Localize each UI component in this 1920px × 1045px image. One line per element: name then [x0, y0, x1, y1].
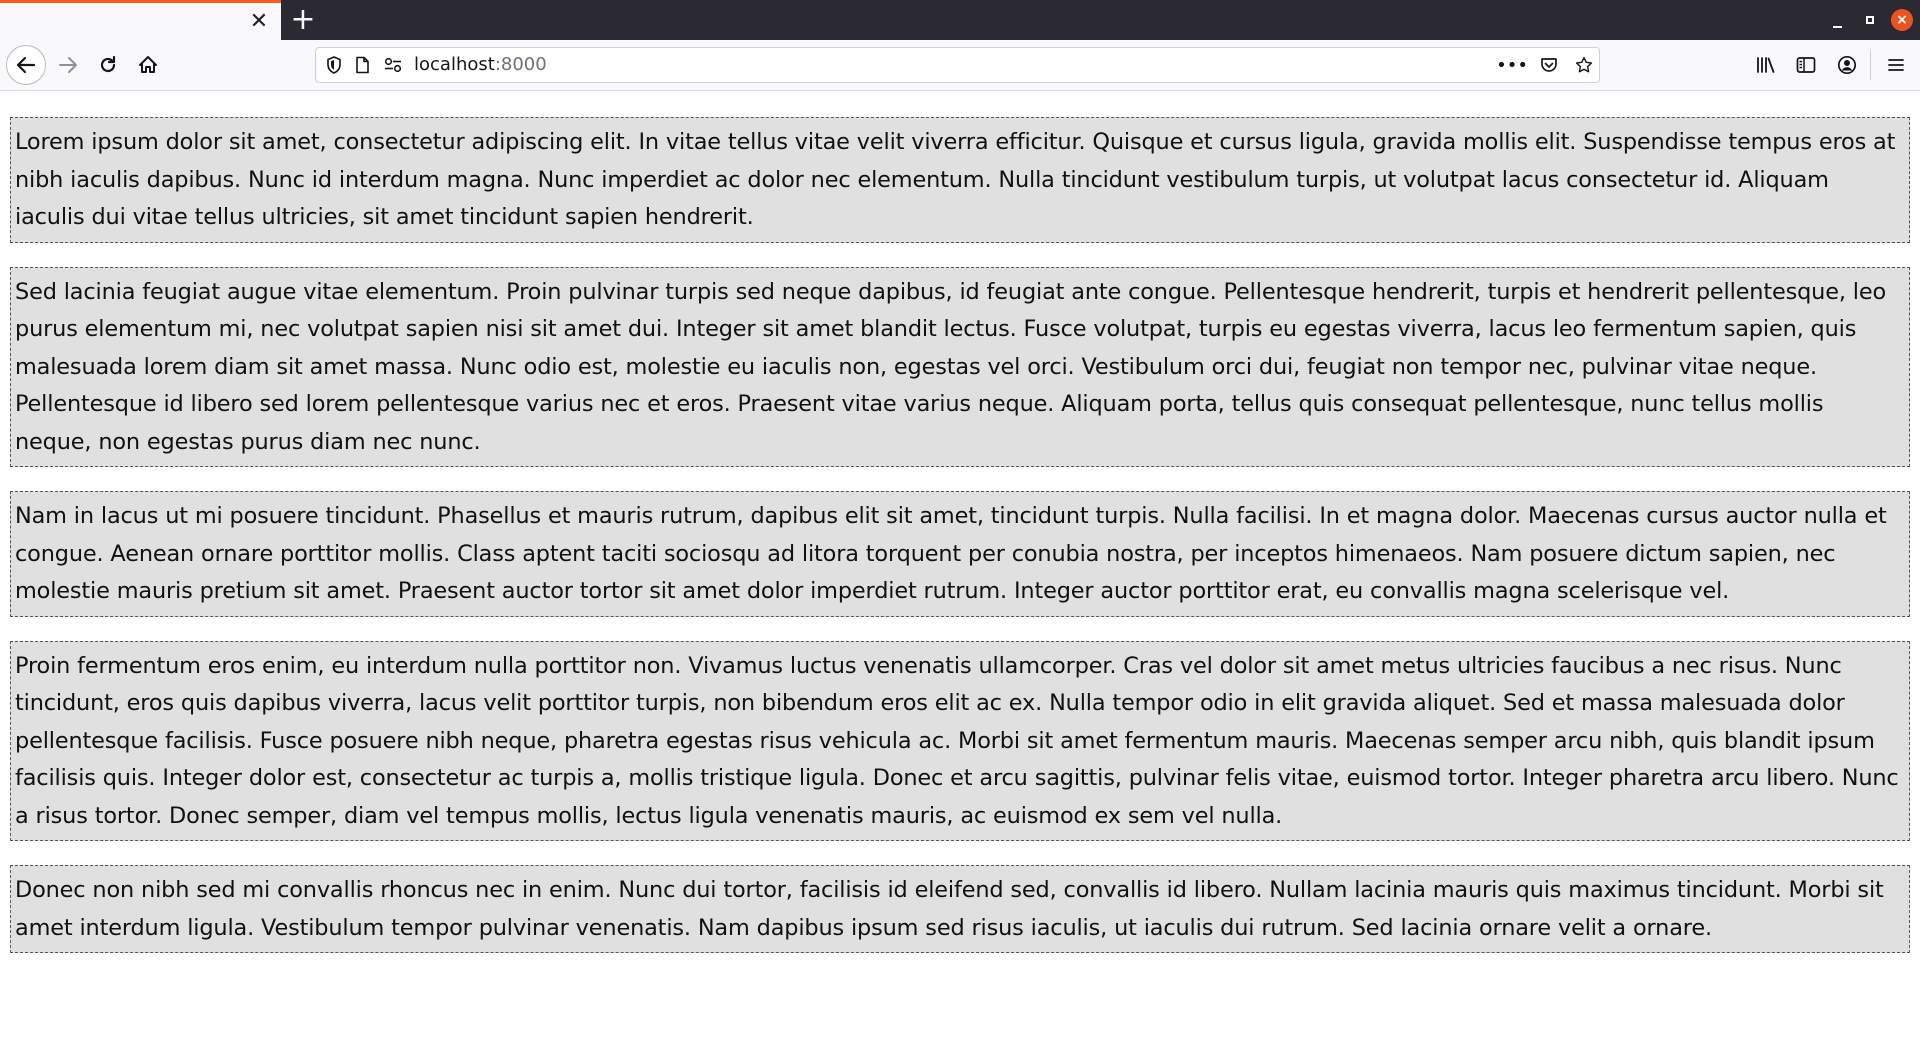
- permissions-icon[interactable]: [384, 56, 402, 74]
- library-icon: [1756, 56, 1776, 74]
- home-button[interactable]: [131, 48, 165, 82]
- close-tab-icon[interactable]: ✕: [249, 9, 269, 34]
- close-window-button[interactable]: ×: [1891, 9, 1913, 31]
- account-icon: [1837, 55, 1857, 75]
- shield-icon[interactable]: [325, 56, 343, 74]
- maximize-icon: [1866, 16, 1874, 24]
- navigation-toolbar: [0, 40, 1920, 91]
- more-dots-icon[interactable]: •••: [1496, 54, 1528, 76]
- page-icon[interactable]: [353, 56, 371, 74]
- arrow-left-icon: [15, 54, 37, 76]
- star-icon[interactable]: [1575, 56, 1593, 74]
- reload-icon: [97, 54, 119, 76]
- library-button[interactable]: [1750, 48, 1782, 82]
- tab-active[interactable]: [0, 0, 281, 40]
- paragraph-block: Sed lacinia feugiat augue vitae elementum. Proin pulvinar turpis sed neque dapibus, id feugiat ante congue. Pellentesque hendrerit, turpis et hendrerit pellentesque, leo purus elementum mi, nec volutpat sapien nisi sit amet dui. Integer sit amet blandit lectus. Fusce volutpat, turpis eu egestas viverra, lacus leo fermentum sapien, quis malesuada lorem diam sit amet massa. Nunc odio est, molestie eu iaculis non, egestas vel orci. Vestibulum orci dui, feugiat non tempor nec, pulvinar vitae neque. Pellentesque id libero sed lorem pellentesque varius nec et eros. Praesent vitae varius neque. Aliquam porta, tellus quis consequat pellentesque, nunc tellus mollis neque, non egestas purus diam nec nunc.: [10, 267, 1910, 468]
- paragraph-block: Nam in lacus ut mi posuere tincidunt. Phasellus et mauris rutrum, dapibus elit sit amet, tincidunt turpis. Nulla facilisi. In et magna dolor. Maecenas cursus auctor nulla et congue. Aenean ornare porttitor mollis. Class aptent taciti sociosqu ad litora torquent per conubia nostra, per inceptos himenaeos. Nam posuere dictum sapien, nec molestie mauris pretium sit amet. Praesent auctor tortor sit amet dolor imperdiet rutrum. Integer auctor porttitor erat, eu convallis magna scelerisque vel.: [10, 491, 1910, 617]
- minimize-icon: [1833, 26, 1842, 28]
- url-text[interactable]: [414, 48, 547, 82]
- paragraph-block: Proin fermentum eros enim, eu interdum nulla porttitor non. Vivamus luctus venenatis ullamcorper. Cras vel dolor sit amet metus ultricies faucibus a nec risus. Nunc tincidunt, eros quis dapibus viverra, lacus velit porttitor turpis, non bibendum eros elit ac ex. Nulla tempor odio in elit gravida aliquet. Sed et massa malesuada dolor pellentesque facilisis. Fusce posuere nibh neque, pharetra egestas risus vehicula ac. Morbi sit amet fermentum mauris. Maecenas semper arcu nibh, quis blandit ipsum facilisis quis. Integer dolor est, consectetur ac turpis a, mollis tristique ligula. Donec et arcu sagittis, pulvinar felis vitae, euismod tortor. Integer pharetra arcu libero. Nunc a risus tortor. Donec semper, diam vel tempus mollis, lectus ligula venenatis mauris, ac euismod ex sem vel nulla.: [10, 641, 1910, 842]
- minimize-window-button[interactable]: [1825, 8, 1849, 32]
- arrow-right-icon: [57, 54, 79, 76]
- toolbar-separator: [1870, 50, 1871, 80]
- account-button[interactable]: [1831, 48, 1863, 82]
- paragraph-block: Donec non nibh sed mi convallis rhoncus nec in enim. Nunc dui tortor, facilisis id eleifend sed, convallis id libero. Nullam lacinia mauris quis maximus tincidunt. Morbi sit amet interdum ligula. Vestibulum tempor pulvinar venenatis. Nam dapibus ipsum sed risus iaculis, ut iaculis dui rutrum. Sed lacinia ornare velit a ornare.: [10, 865, 1910, 953]
- home-icon: [137, 54, 159, 76]
- back-button[interactable]: [6, 45, 46, 85]
- new-tab-button[interactable]: +: [290, 2, 316, 37]
- sidebar-button[interactable]: [1790, 48, 1822, 82]
- url-host: localhost: [414, 54, 495, 75]
- reload-button[interactable]: [91, 48, 125, 82]
- forward-button[interactable]: [51, 48, 85, 82]
- hamburger-menu-icon: [1887, 57, 1905, 73]
- sidebar-icon: [1796, 56, 1816, 74]
- menu-button[interactable]: [1880, 48, 1912, 82]
- paragraph-block: Lorem ipsum dolor sit amet, consectetur adipiscing elit. In vitae tellus vitae velit viverra efficitur. Quisque et cursus ligula, gravida mollis elit. Suspendisse tempus eros at nibh iaculis dapibus. Nunc id interdum magna. Nunc imperdiet ac dolor nec elementum. Nulla tincidunt vestibulum turpis, ut volutpat lacus consectetur id. Aliquam iaculis dui vitae tellus ultricies, sit amet tincidunt sapien hendrerit.: [10, 117, 1910, 243]
- pocket-icon[interactable]: [1540, 56, 1558, 74]
- page-content: [10, 117, 1910, 977]
- tab-strip: [0, 0, 1920, 40]
- maximize-window-button[interactable]: [1858, 8, 1882, 32]
- url-port: :8000: [494, 54, 547, 75]
- address-bar[interactable]: [315, 47, 1600, 83]
